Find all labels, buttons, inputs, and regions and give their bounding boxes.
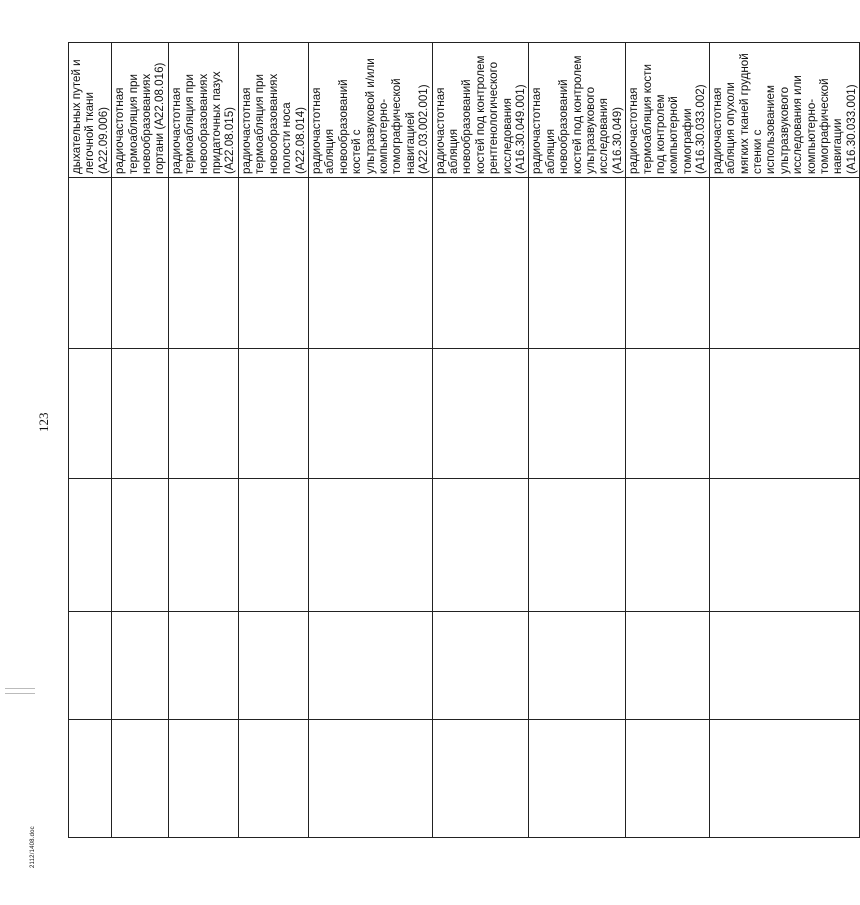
empty-cell [432,720,529,838]
empty-cell [432,349,529,479]
empty-cell [168,720,238,838]
empty-cell [529,178,626,349]
empty-cell [238,612,308,720]
footer-filename: 2112/1408.doc [30,826,36,868]
empty-cell [432,612,529,720]
empty-cell [308,479,432,612]
table-row [308,43,432,838]
table-row [709,43,859,838]
empty-cell [626,349,709,479]
procedure-cell: радиочастотная термоабляция при новообразованиях гортани (A22.08.016) [112,43,169,178]
empty-cell [308,178,432,349]
empty-cell [626,178,709,349]
procedure-cell: радиочастотная абляция опухоли мягких тканей грудной стенки с использованием ультразвукового исследования или компьютерно-томографической навигации (A16.30.033.001) [709,43,859,178]
empty-cell [709,479,859,612]
empty-cell [238,720,308,838]
empty-cell [168,612,238,720]
empty-cell [238,479,308,612]
empty-cell [709,349,859,479]
empty-cell [112,720,169,838]
scan-artifact-line [5,693,35,694]
table-row [529,43,626,838]
table-row [626,43,709,838]
empty-cell [529,479,626,612]
empty-cell [69,178,112,349]
procedure-cell: радиочастотная термоабляция кости под контролем компьютерной томографии (A16.30.033.002) [626,43,709,178]
table-body [69,43,860,838]
table-row [432,43,529,838]
empty-cell [69,479,112,612]
table-row [238,43,308,838]
page-number: 123 [36,412,51,432]
empty-cell [112,612,169,720]
empty-cell [709,720,859,838]
table-row [69,43,112,838]
empty-cell [112,178,169,349]
procedure-cell: радиочастотная абляция новообразований костей под контролем ультразвукового исследования (A16.30.049) [529,43,626,178]
empty-cell [69,720,112,838]
empty-cell [432,479,529,612]
empty-cell [432,178,529,349]
empty-cell [168,479,238,612]
procedure-cell: радиочастотная термоабляция при новообразованиях придаточных пазух (A22.08.015) [168,43,238,178]
empty-cell [626,612,709,720]
empty-cell [529,349,626,479]
empty-cell [69,349,112,479]
empty-cell [709,178,859,349]
empty-cell [529,720,626,838]
empty-cell [238,178,308,349]
procedure-cell: радиочастотная термоабляция при новообразованиях полости носа (A22.08.014) [238,43,308,178]
empty-cell [308,612,432,720]
empty-cell [112,349,169,479]
empty-cell [529,612,626,720]
procedure-cell: дыхательных путей и легочной ткани (A22.09.006) [69,43,112,178]
empty-cell [69,612,112,720]
empty-cell [626,479,709,612]
empty-cell [308,720,432,838]
empty-cell [709,612,859,720]
scan-artifact-line [5,688,35,689]
empty-cell [112,479,169,612]
rotated-table-container [68,43,858,838]
empty-cell [308,349,432,479]
table-row [112,43,169,838]
empty-cell [168,349,238,479]
empty-cell [168,178,238,349]
table-row [168,43,238,838]
empty-cell [238,349,308,479]
procedures-table [68,42,860,838]
procedure-cell: радиочастотная абляция новообразований костей под контролем рентгенологического исследования (A16.30.049.001) [432,43,529,178]
procedure-cell: радиочастотная абляция новообразований костей с ультразвуковой и/или компьютерно-томографической навигацией (A22.03.002.001) [308,43,432,178]
empty-cell [626,720,709,838]
